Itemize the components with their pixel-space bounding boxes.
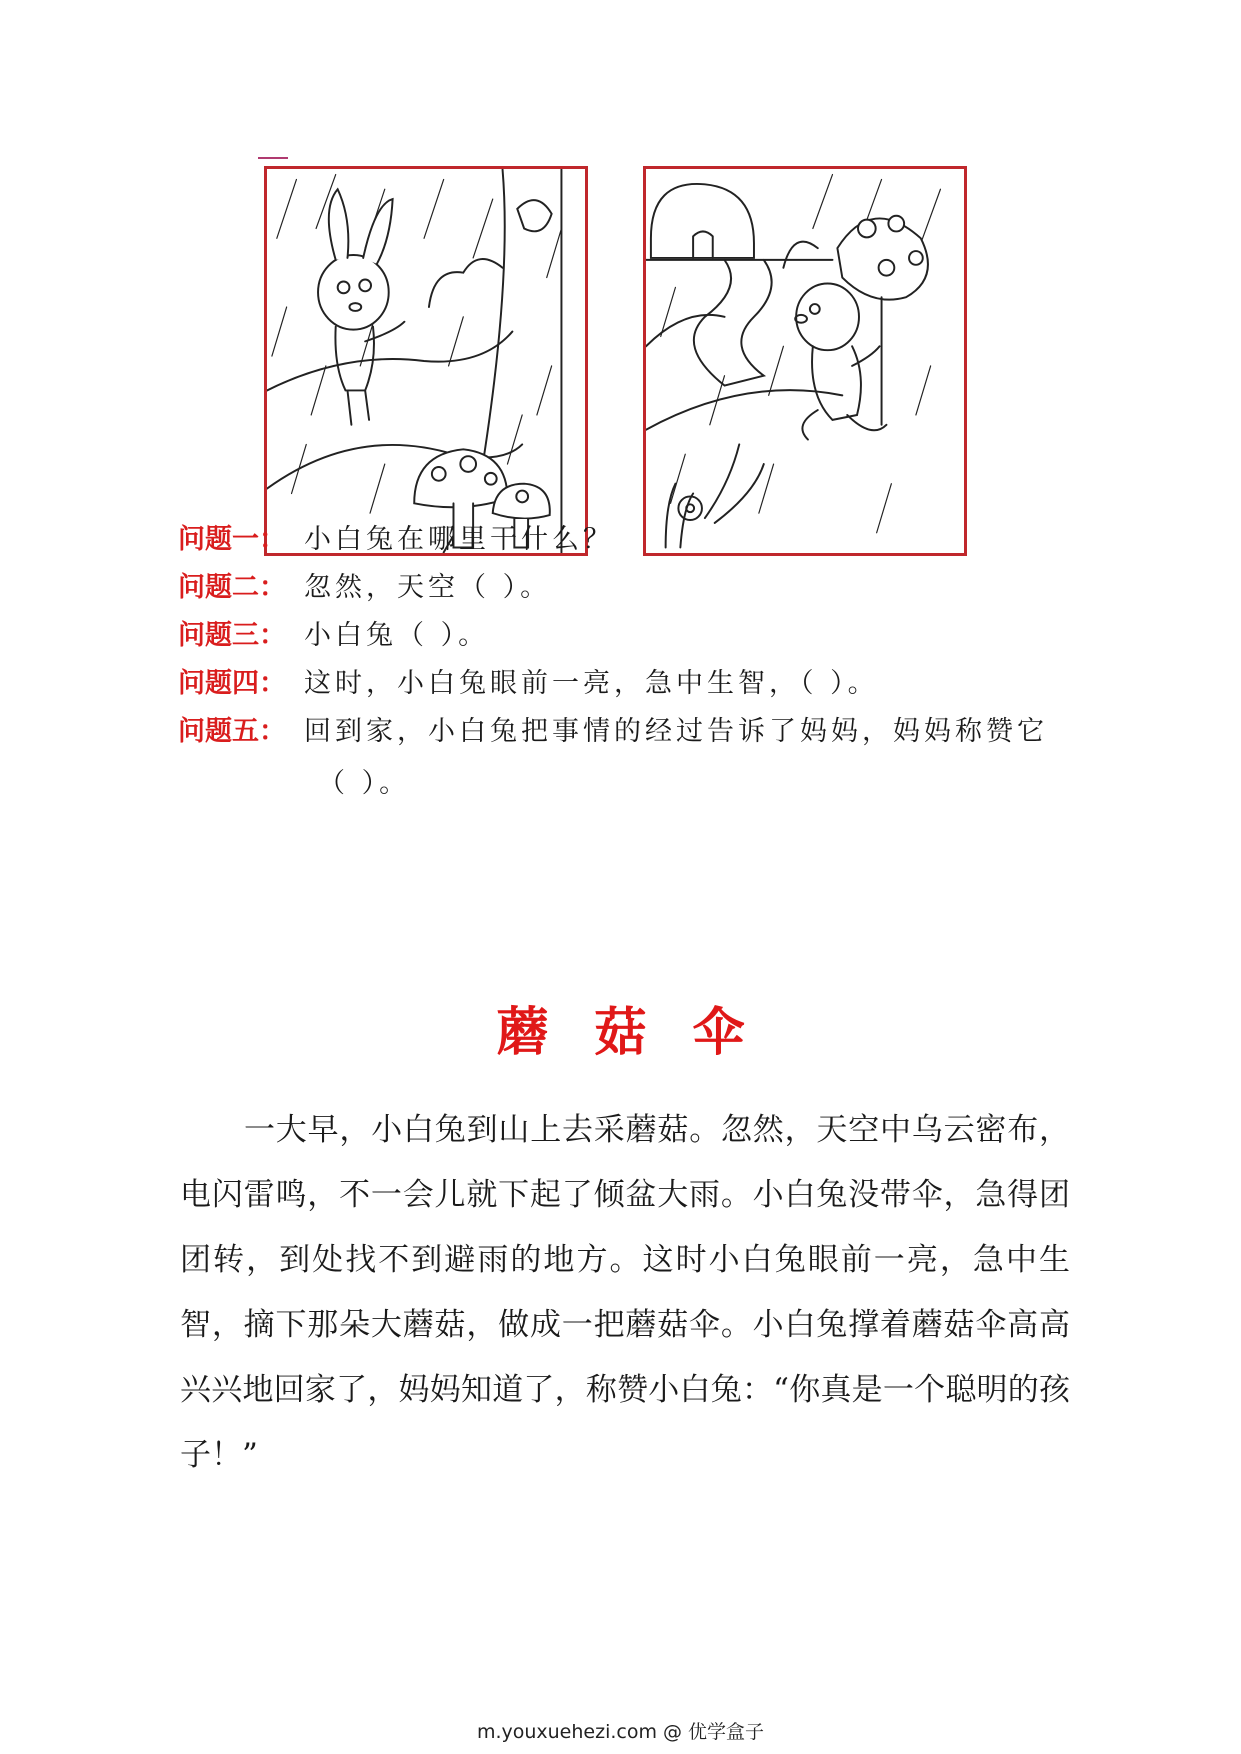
- story-title: 蘑菇伞: [496, 1002, 791, 1063]
- question-label: 问题一：: [178, 524, 286, 555]
- question-4: [178, 666, 879, 702]
- question-label: 问题四：: [178, 668, 286, 699]
- question-text: 这时，小白兔眼前一亮，急中生智，（ ）。: [304, 668, 879, 699]
- question-text: 小白兔在哪里干什么？: [304, 524, 614, 555]
- question-label: 问题二：: [178, 572, 286, 603]
- question-5: [178, 714, 1048, 750]
- question-5-continuation: （ ）。: [318, 768, 411, 799]
- question-2: [178, 570, 551, 606]
- rabbit-mushroom-umbrella-drawing: [646, 169, 964, 553]
- question-3: [178, 618, 489, 654]
- question-text: 忽然，天空（ ）。: [304, 572, 552, 603]
- rabbit-in-rain-drawing: [267, 169, 585, 553]
- question-label: 问题五：: [178, 716, 286, 747]
- story-paragraph: 一大早，小白兔到山上去采蘑菇。忽然，天空中乌云密布，电闪雷鸣，不一会儿就下起了倾盆大雨。小白兔没带伞，急得团团转，到处找不到避雨的地方。这时小白兔眼前一亮，急中生智，摘下那朵大蘑菇，做成一把蘑菇伞。小白兔撑着蘑菇伞高高兴兴地回家了，妈妈知道了，称赞小白兔：“你真是一个聪明的孩子！”: [180, 1112, 1070, 1473]
- question-label: 问题三：: [178, 620, 286, 651]
- illustration-rabbit-mushroom-umbrella: [643, 166, 967, 556]
- question-text: 小白兔（ ）。: [304, 620, 490, 651]
- question-text: 回到家，小白兔把事情的经过告诉了妈妈，妈妈称赞它: [304, 716, 1048, 747]
- footer-watermark: m.youxuehezi.com @ 优学盒子: [476, 1721, 765, 1743]
- corner-mark: [258, 157, 288, 159]
- question-1: [178, 522, 614, 558]
- story-body: [180, 1098, 1070, 1488]
- illustration-rabbit-in-rain: [264, 166, 588, 556]
